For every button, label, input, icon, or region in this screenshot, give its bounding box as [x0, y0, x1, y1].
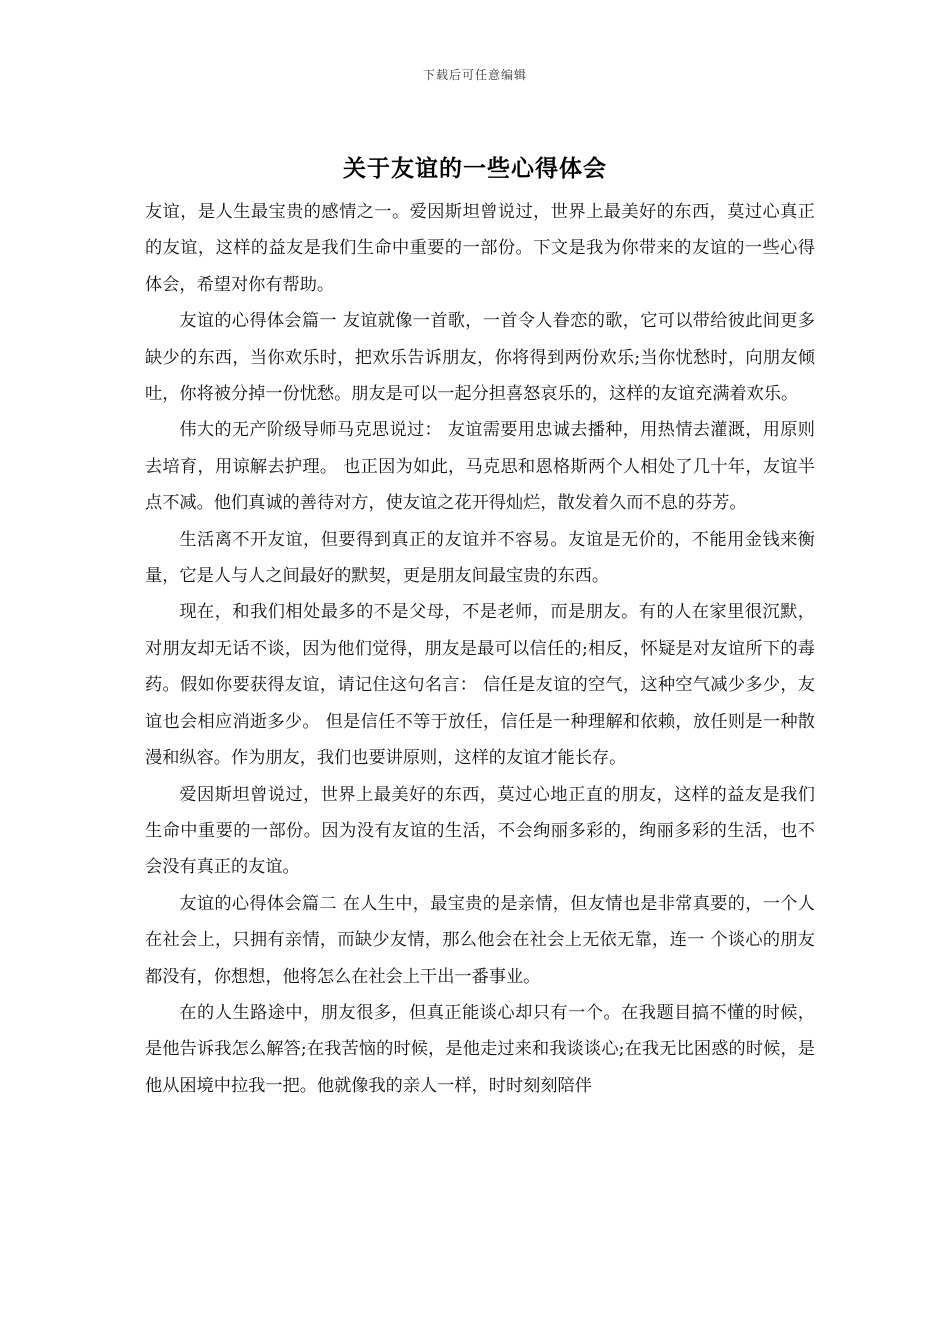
- paragraph-intro: 友谊，是人生最宝贵的感情之一。爱因斯坦曾说过，世界上最美好的东西，莫过心真正的友谊，这样的益友是我们生命中重要的一部份。下文是我为你带来的友谊的一些心得体会，希望对你有帮助。: [145, 202, 815, 295]
- document-title: 关于友谊的一些心得体会: [343, 155, 607, 182]
- paragraph: 伟大的无产阶级导师马克思说过： 友谊需要用忠诚去播种，用热情去灌溉，用原则去培育，用谅解去护理。 也正因为如此，马克思和恩格斯两个人相处了几十年，友谊半点不减。他们真诚的善待对方，使友谊之花开得灿烂，散发着久而不息的芬芳。: [145, 420, 815, 514]
- paragraph: 生活离不开友谊，但要得到真正的友谊并不容易。友谊是无价的，不能用金钱来衡量，它是人与人之间最好的默契，更是朋友间最宝贵的东西。: [145, 529, 815, 587]
- paragraph: 友谊的心得体会篇二 在人生中，最宝贵的是亲情，但友情也是非常真要的，一个人在社会上，只拥有亲情，而缺少友情，那么他会在社会上无依无靠，连一 个谈心的朋友都没有，你想想，他将怎么在社会上干出一番事业。: [145, 893, 815, 987]
- paragraph: 现在，和我们相处最多的不是父母，不是老师，而是朋友。有的人在家里很沉默，对朋友却无话不谈，因为他们觉得，朋友是最可以信任的;相反，怀疑是对友谊所下的毒药。假如你要获得友谊，请记住这句名言： 信任是友谊的空气，这种空气减少多少，友谊也会相应消逝多少。 但是信任不等于放任，信任是一种理解和依赖，放任则是一种散漫和纵容。作为朋友，我们也要讲原则，这样的友谊才能长存。: [145, 602, 815, 769]
- paragraph: 在的人生路途中，朋友很多，但真正能谈心却只有一个。在我题目搞不懂的时候，是他告诉我怎么解答;在我苦恼的时候，是他走过来和我谈谈心;在我无比困惑的时候，是他从困境中拉我一把。他就像我的亲人一样，时时刻刻陪伴: [145, 1002, 815, 1096]
- paragraph: 爱因斯坦曾说过，世界上最美好的东西，莫过心地正直的朋友，这样的益友是我们生命中重要的一部份。因为没有友谊的生活，不会绚丽多彩的，绚丽多彩的生活，也不会没有真正的友谊。: [145, 784, 815, 878]
- paragraph: 友谊的心得体会篇一 友谊就像一首歌，一首令人眷恋的歌，它可以带给彼此间更多缺少的东西，当你欢乐时，把欢乐告诉朋友，你将得到两份欢乐;当你忧愁时，向朋友倾吐，你将被分掉一份忧愁。朋友是可以一起分担喜怒哀乐的，这样的友谊充满着欢乐。: [145, 311, 815, 405]
- document-body: [145, 194, 815, 1104]
- header-note: 下载后可任意编辑: [422, 68, 527, 82]
